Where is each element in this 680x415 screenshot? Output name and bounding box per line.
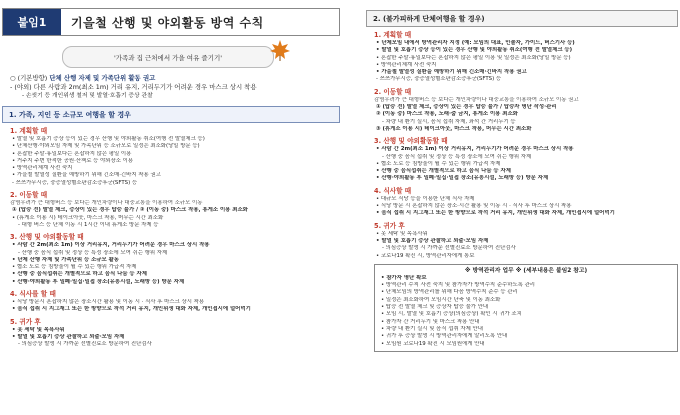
slogan-text: '가족과 집 근처에서 가을 여유 즐기기' [113, 53, 223, 62]
r-subsection-return: 5. 귀가 후 [374, 221, 405, 230]
appendix-badge: 붙임1 [3, 9, 61, 35]
section-2-title: 2. (불가피하게 단체여행을 할 경우) [366, 10, 678, 27]
manager-duties-box: ※ 방역관리자 업무 ※ (세부내용은 붙임2 참고) • 참가자 명단 확보 • 방역관리 수칙 사전 숙지 및 참가자가 방역수칙 준수하도록 관리 • 단체모임의 방역관리를 위해 다음 방역수칙 준수 등 관리 • 일정은 최소화하여 모임시간 단축 및 이동 최소화 • 탑승 전 발열 체크 및 증상자 탑승 불가 안내 • 모임 시, 발열 및 호흡기 증상(의심증상) 확인 시 귀가 조치 • 참가자 간 거리두기 및 마스크 착용 안내 • 차량 내 환기 실시 및 음식 섭취 자제 안내 • 귀가 후 증상 발생 시 방역관리자에게 알리도록 안내 • 모임원 코로나19 확진 시 모임원에게 안내 [374, 264, 678, 352]
subsection-travel: 2. 이동할 때 [10, 191, 48, 200]
slogan-banner [62, 46, 274, 68]
subsection-dining: 4. 식사를 할 때 [10, 290, 56, 299]
page-header [2, 8, 340, 36]
page-title: 기을철 산행 및 야외활동 방역 수칙 [71, 15, 264, 30]
r-subsection-plan: 1. 계획할 때 [374, 31, 412, 39]
left-column: 붙임1 기을철 산행 및 야외활동 방역 수칙 '가족과 집 근처에서 가을 여유 즐기기' ○ (기본방향) 단체 산행 자제 및 가족단위 활동 권고 - (야외) 다른 사람과 2m(최소 1m) 거리 유지, 거리두기가 어려운 경우 마스크 상시 착용 - 손씻기 등 개인위생 철저 및 발열·호흡기 증상 관찰 1. 가족, 지인 등 소규모 여행을 할 경우 1. 계획할 때 • 발열 및 호흡기 증상 등이 있는 경우 산행 및 야외활동 취소(여행 전 발열체크 등) • 단체산행·야외모임 자제 및 가족단위 등 소규모로 일정은 최소화(당일 방문 등) • 혼잡한 주말·휴일보다는 혼잡하지 않은 평일 이용 • 거주지 주변 한적한 공원·산책로 등 야외장소 이용 • 방역관리체계 사전 숙지 • 가을철 발열성 질환을 예방하기 위해 긴소매·긴바지 착용 권고 - 쯔쯔가무시증, 중증열성혈소판감소증후군(SFTS) 등 2. 이동할 때 감염우려가 큰 대형버스 등 보다는 개인차량이나 대중교통을 이용하여 소규모 이동 ① (탑승 전) 발열 체크, 증상이 있는 경우 탑승 불가 / ② (이동 중) 마스크 착용, 휴게소 이용 최소화 • (휴게소 이용 시) 테이크아웃, 마스크 착용, 머무는 시간 최소화 - 대형 버스 등 단체 이동 시 1시간 이내 휴게소 방문 자제 등 3. 산행 및 야외활동할 때 • 사람 간 2m(최소 1m) 이상 거리유지, 거리두기가 어려운 경우 마스크 상시 착용 - 산행 중 음식 섭취 및 정상 등 특정 장소에 모여 쉬는 행위 자제 • 단체 산행 자제 및 가족단위 등 소규모 활동 • 협소 도로 등 침방울이 튈 수 있는 행위 가급적 자제 • 산행 중 음식섭취는 개별적으로 하고 음식 나눔 등 자제 • 산행·야외활동 후 밀폐·밀집·밀접 장소(유흥시설, 노래방 등) 방문 자제 4. 식사를 할 때 • 식당 방문시 혼잡하지 않은 장소시간 활용 및 이동 시 · 식사 후 마스크 상시 착용 • 음식 섭취 시 지그재그 또는 한 방향으로 착석 거리 유지, 개인위생 대화 자제, 개인접시에 덜어먹기 5. 귀가 후 • 옷 세탁 및 목욕사워 • 발열 및 호흡기 증상 관찰하고 외출·모임 자제 - 의심증상 발생 시 가까운 선별진료소 방문하여 진단검사 [2, 0, 340, 349]
r-subsection-travel: 2. 이동할 때 [374, 87, 412, 96]
subsection-hiking: 3. 산행 및 야외활동할 때 [10, 233, 84, 242]
maple-leaf-icon [269, 39, 291, 61]
r-subsection-dining: 4. 식사할 때 [374, 186, 412, 195]
basic-principle: ○ (기본방향) 단체 산행 자제 및 가족단위 활동 권고 - (야외) 다른 사람과 2m(최소 1m) 거리 유지, 거리두기가 어려운 경우 마스크 상시 착용 - 손씻기 등 개인위생 철저 및 발열·호흡기 증상 관찰 [10, 74, 257, 99]
subsection-plan: 1. 계획할 때 [10, 127, 48, 135]
right-column: 2. (불가피하게 단체여행을 할 경우) 1. 계획할 때 • 단체모임 내에서 방역관리자 지정 (예: 모임의 대표, 인솔자, 가이드, 버스기사 등) • 발열 및 호흡기 증상 등이 있는 경우 산행 및 야외활동 취소(여행 전 발열체크 등) • 혼잡한 주말·휴일보다는 혼잡하지 않은 평일 이용 및 일정은 최소화(당일 방문 등) • 방역관리체계 사전 숙지 • 가을철 발열성 질환을 예방하기 위해 긴소매·긴바지 착용 권고 - 쯔쯔가무시증, 중증열성혈소판감소증후군(SFTS) 등 2. 이동할 때 감염우려가 큰 대형버스 등 보다는 개인차량이나 대중교통을 이용하여 소규모 이동 권고 ① (탑승 전) 발열 체크, 증상이 있는 경우 탑승 불가 / 탑승자 명단 작성·관리 ② (이동 중) 마스크 착용, 노래·춤 금지, 휴게소 이용 최소화 - 차량 내 환기 실시, 음식 섭취 자제, 좌석 간 거리두기 등 ③ (휴게소 이용 시) 테이크아웃, 마스크 착용, 머무는 시간 최소화 3. 산행 및 야외활동할 때 • 사람 간 2m(최소 1m) 이상 거리유지, 거리두기가 어려운 경우 마스크 상시 착용 - 산행 중 음식 섭취 및 정상 등 특정 장소에 모여 쉬는 행위 자제 • 협소 도로 등 침방울이 튈 수 있는 행위 가급적 자제 • 산행 중 음식섭취는 개별적으로 하고 음식 나눔 등 자제 • 산행·야외활동 후 밀폐·밀집·밀접 장소(유흥시설, 노래방 등) 방문 자제 4. 식사할 때 • 대규모 식당 등을 이용한 단체 식사 자제 • 식당 방문 시 혼잡하지 않은 장소·시간 활용 및 이동 시 · 식사 후 마스크 상시 착용 • 음식 섭취 시 지그재그 또는 한 방향으로 착석 거리 유지, 개인위생 대화 자제, 개인접시에 덜어먹기 5. 귀가 후 • 옷 세탁 및 목욕사워 • 발열 및 호흡기 증상 관찰하고 외출·모임 자제 - 의심증상 발생 시 가까운 선별진료소 방문하여 진단검사 • 코로나19 확진 시, 방역관리자에게 통보 ※ 방역관리자 업무 ※ (세부내용은 붙임2 참고) • 참가자 명단 확보 • 방역관리 수칙 사전 숙지 및 참가자가 방역수칙 준수하도록 관리 • 단체모임의 방역관리를 위해 다음 방역수칙 준수 등 관리 • 일정은 최소화하여 모임시간 단축 및 이동 최소화 • 탑승 전 발열 체크 및 증상자 탑승 불가 안내 • 모임 시, 발열 및 호흡기 증상(의심증상) 확인 시 귀가 조치 • 참가자 간 거리두기 및 마스크 착용 안내 • 차량 내 환기 실시 및 음식 섭취 자제 안내 • 귀가 후 증상 발생 시 방역관리자에게 알리도록 안내 • 모임원 코로나19 확진 시 모임원에게 안내 [366, 10, 678, 352]
subsection-return: 5. 귀가 후 [10, 317, 41, 326]
r-subsection-hiking: 3. 산행 및 야외활동할 때 [374, 137, 448, 146]
section-1-title: 1. 가족, 지인 등 소규모 여행을 할 경우 [2, 106, 340, 123]
